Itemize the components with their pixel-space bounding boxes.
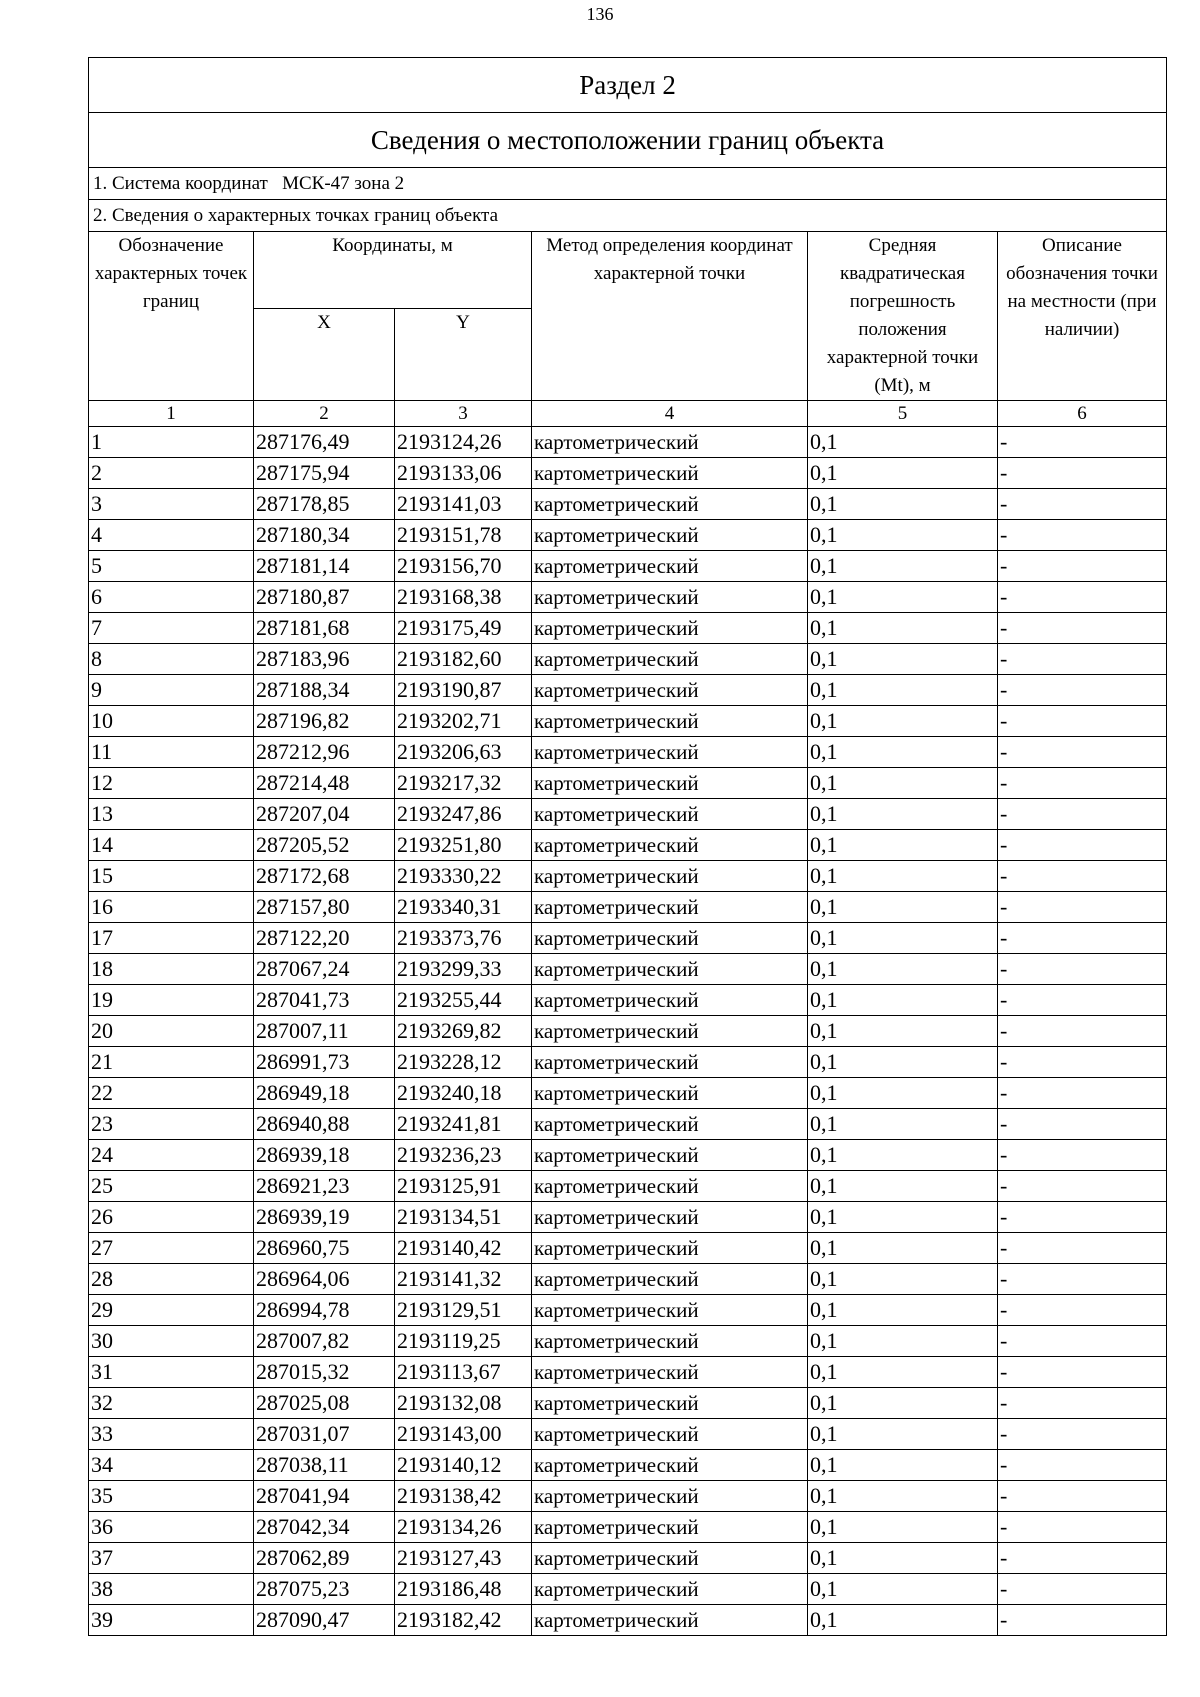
table-row: [89, 458, 1167, 489]
description-cell: -: [998, 458, 1167, 489]
header-description: Описание обозначения точки на местности (при наличии): [998, 232, 1167, 401]
y-coordinate-cell: 2193140,42: [395, 1233, 532, 1264]
point-number-cell: 20: [89, 1016, 254, 1047]
x-coordinate-cell: 287181,68: [254, 613, 395, 644]
y-coordinate-cell: 2193127,43: [395, 1543, 532, 1574]
error-cell: 0,1: [808, 1109, 998, 1140]
section-row: [89, 58, 1167, 113]
description-cell: -: [998, 830, 1167, 861]
description-cell: -: [998, 1047, 1167, 1078]
point-number-cell: 8: [89, 644, 254, 675]
table-row: [89, 1543, 1167, 1574]
error-cell: 0,1: [808, 551, 998, 582]
coordinate-system: 1. Система координат МСК-47 зона 2: [89, 168, 1167, 200]
x-coordinate-cell: 287157,80: [254, 892, 395, 923]
header-x: X: [254, 309, 395, 401]
y-coordinate-cell: 2193119,25: [395, 1326, 532, 1357]
y-coordinate-cell: 2193206,63: [395, 737, 532, 768]
method-cell: картометрический: [532, 613, 808, 644]
method-cell: картометрический: [532, 1233, 808, 1264]
table-row: [89, 582, 1167, 613]
description-cell: -: [998, 1140, 1167, 1171]
method-cell: картометрический: [532, 427, 808, 458]
table-row: [89, 520, 1167, 551]
y-coordinate-cell: 2193182,42: [395, 1605, 532, 1636]
description-cell: -: [998, 1078, 1167, 1109]
description-cell: -: [998, 1233, 1167, 1264]
column-number: 3: [395, 401, 532, 427]
description-cell: -: [998, 706, 1167, 737]
y-coordinate-cell: 2193175,49: [395, 613, 532, 644]
method-cell: картометрический: [532, 830, 808, 861]
column-numbers-row: [89, 401, 1167, 427]
x-coordinate-cell: 287175,94: [254, 458, 395, 489]
x-coordinate-cell: 287176,49: [254, 427, 395, 458]
table-row: [89, 489, 1167, 520]
error-cell: 0,1: [808, 1388, 998, 1419]
y-coordinate-cell: 2193143,00: [395, 1419, 532, 1450]
description-cell: -: [998, 799, 1167, 830]
coordinate-system-row: [89, 168, 1167, 200]
error-cell: 0,1: [808, 1543, 998, 1574]
method-cell: картометрический: [532, 1481, 808, 1512]
method-cell: картометрический: [532, 1109, 808, 1140]
method-cell: картометрический: [532, 1450, 808, 1481]
description-cell: -: [998, 1574, 1167, 1605]
title-row: [89, 113, 1167, 168]
x-coordinate-cell: 287183,96: [254, 644, 395, 675]
point-number-cell: 7: [89, 613, 254, 644]
table-row: [89, 1202, 1167, 1233]
x-coordinate-cell: 287180,34: [254, 520, 395, 551]
error-cell: 0,1: [808, 1264, 998, 1295]
x-coordinate-cell: 287205,52: [254, 830, 395, 861]
y-coordinate-cell: 2193168,38: [395, 582, 532, 613]
point-number-cell: 28: [89, 1264, 254, 1295]
method-cell: картометрический: [532, 1264, 808, 1295]
y-coordinate-cell: 2193202,71: [395, 706, 532, 737]
description-cell: -: [998, 923, 1167, 954]
column-number: 4: [532, 401, 808, 427]
y-coordinate-cell: 2193228,12: [395, 1047, 532, 1078]
method-cell: картометрический: [532, 1295, 808, 1326]
error-cell: 0,1: [808, 1574, 998, 1605]
x-coordinate-cell: 287214,48: [254, 768, 395, 799]
method-cell: картометрический: [532, 1388, 808, 1419]
x-coordinate-cell: 287041,94: [254, 1481, 395, 1512]
x-coordinate-cell: 287075,23: [254, 1574, 395, 1605]
point-number-cell: 15: [89, 861, 254, 892]
column-number: 5: [808, 401, 998, 427]
description-cell: -: [998, 1450, 1167, 1481]
method-cell: картометрический: [532, 1171, 808, 1202]
point-number-cell: 29: [89, 1295, 254, 1326]
point-number-cell: 6: [89, 582, 254, 613]
point-number-cell: 5: [89, 551, 254, 582]
y-coordinate-cell: 2193134,26: [395, 1512, 532, 1543]
method-cell: картометрический: [532, 1326, 808, 1357]
description-cell: -: [998, 954, 1167, 985]
description-cell: -: [998, 985, 1167, 1016]
table-row: [89, 1605, 1167, 1636]
description-cell: -: [998, 613, 1167, 644]
point-number-cell: 35: [89, 1481, 254, 1512]
table-row: [89, 1109, 1167, 1140]
x-coordinate-cell: 287025,08: [254, 1388, 395, 1419]
method-cell: картометрический: [532, 1574, 808, 1605]
error-cell: 0,1: [808, 954, 998, 985]
error-cell: 0,1: [808, 799, 998, 830]
description-cell: -: [998, 737, 1167, 768]
table-row: [89, 613, 1167, 644]
y-coordinate-cell: 2193240,18: [395, 1078, 532, 1109]
x-coordinate-cell: 287178,85: [254, 489, 395, 520]
section-heading: Раздел 2: [89, 58, 1167, 113]
boundary-points-table: [88, 57, 1167, 1636]
point-number-cell: 16: [89, 892, 254, 923]
error-cell: 0,1: [808, 613, 998, 644]
method-cell: картометрический: [532, 706, 808, 737]
y-coordinate-cell: 2193186,48: [395, 1574, 532, 1605]
table-row: [89, 768, 1167, 799]
x-coordinate-cell: 286991,73: [254, 1047, 395, 1078]
point-number-cell: 12: [89, 768, 254, 799]
x-coordinate-cell: 287015,32: [254, 1357, 395, 1388]
error-cell: 0,1: [808, 1357, 998, 1388]
description-cell: -: [998, 1202, 1167, 1233]
x-coordinate-cell: 286939,18: [254, 1140, 395, 1171]
method-cell: картометрический: [532, 1605, 808, 1636]
x-coordinate-cell: 287042,34: [254, 1512, 395, 1543]
description-cell: -: [998, 1388, 1167, 1419]
description-cell: -: [998, 1109, 1167, 1140]
method-cell: картометрический: [532, 582, 808, 613]
description-cell: -: [998, 1481, 1167, 1512]
y-coordinate-cell: 2193330,22: [395, 861, 532, 892]
y-coordinate-cell: 2193141,03: [395, 489, 532, 520]
error-cell: 0,1: [808, 1047, 998, 1078]
description-cell: -: [998, 551, 1167, 582]
x-coordinate-cell: 287067,24: [254, 954, 395, 985]
description-cell: -: [998, 520, 1167, 551]
point-number-cell: 37: [89, 1543, 254, 1574]
x-coordinate-cell: 286939,19: [254, 1202, 395, 1233]
table-row: [89, 985, 1167, 1016]
table-row: [89, 1357, 1167, 1388]
method-cell: картометрический: [532, 644, 808, 675]
error-cell: 0,1: [808, 1481, 998, 1512]
point-number-cell: 22: [89, 1078, 254, 1109]
x-coordinate-cell: 287007,82: [254, 1326, 395, 1357]
description-cell: -: [998, 489, 1167, 520]
error-cell: 0,1: [808, 1326, 998, 1357]
x-coordinate-cell: 286940,88: [254, 1109, 395, 1140]
x-coordinate-cell: 286964,06: [254, 1264, 395, 1295]
y-coordinate-cell: 2193141,32: [395, 1264, 532, 1295]
x-coordinate-cell: 287122,20: [254, 923, 395, 954]
table-row: [89, 675, 1167, 706]
point-number-cell: 39: [89, 1605, 254, 1636]
y-coordinate-cell: 2193125,91: [395, 1171, 532, 1202]
x-coordinate-cell: 286960,75: [254, 1233, 395, 1264]
point-number-cell: 34: [89, 1450, 254, 1481]
point-number-cell: 18: [89, 954, 254, 985]
table-row: [89, 1574, 1167, 1605]
description-cell: -: [998, 861, 1167, 892]
y-coordinate-cell: 2193156,70: [395, 551, 532, 582]
table-row: [89, 1326, 1167, 1357]
point-number-cell: 32: [89, 1388, 254, 1419]
point-number-cell: 31: [89, 1357, 254, 1388]
method-cell: картометрический: [532, 923, 808, 954]
x-coordinate-cell: 287180,87: [254, 582, 395, 613]
points-heading: 2. Сведения о характерных точках границ объекта: [89, 200, 1167, 232]
header-row: [89, 232, 1167, 309]
table-row: [89, 427, 1167, 458]
x-coordinate-cell: 287062,89: [254, 1543, 395, 1574]
y-coordinate-cell: 2193299,33: [395, 954, 532, 985]
error-cell: 0,1: [808, 830, 998, 861]
table-row: [89, 737, 1167, 768]
y-coordinate-cell: 2193124,26: [395, 427, 532, 458]
error-cell: 0,1: [808, 706, 998, 737]
method-cell: картометрический: [532, 1357, 808, 1388]
table-row: [89, 706, 1167, 737]
error-cell: 0,1: [808, 427, 998, 458]
point-number-cell: 14: [89, 830, 254, 861]
description-cell: -: [998, 768, 1167, 799]
error-cell: 0,1: [808, 1140, 998, 1171]
x-coordinate-cell: 287212,96: [254, 737, 395, 768]
error-cell: 0,1: [808, 1233, 998, 1264]
table-row: [89, 1264, 1167, 1295]
point-number-cell: 9: [89, 675, 254, 706]
method-cell: картометрический: [532, 892, 808, 923]
header-y: Y: [395, 309, 532, 401]
error-cell: 0,1: [808, 675, 998, 706]
error-cell: 0,1: [808, 768, 998, 799]
description-cell: -: [998, 892, 1167, 923]
description-cell: -: [998, 582, 1167, 613]
method-cell: картометрический: [532, 799, 808, 830]
point-number-cell: 17: [89, 923, 254, 954]
error-cell: 0,1: [808, 861, 998, 892]
method-cell: картометрический: [532, 489, 808, 520]
method-cell: картометрический: [532, 1543, 808, 1574]
error-cell: 0,1: [808, 458, 998, 489]
error-cell: 0,1: [808, 520, 998, 551]
method-cell: картометрический: [532, 1016, 808, 1047]
x-coordinate-cell: 286994,78: [254, 1295, 395, 1326]
header-designation: Обозначение характерных точек границ: [89, 232, 254, 401]
error-cell: 0,1: [808, 1295, 998, 1326]
table-row: [89, 830, 1167, 861]
x-coordinate-cell: 287181,14: [254, 551, 395, 582]
y-coordinate-cell: 2193134,51: [395, 1202, 532, 1233]
error-cell: 0,1: [808, 644, 998, 675]
table-row: [89, 644, 1167, 675]
y-coordinate-cell: 2193151,78: [395, 520, 532, 551]
method-cell: картометрический: [532, 737, 808, 768]
header-error: Средняя квадратическая погрешность положения характерной точки (Mt), м: [808, 232, 998, 401]
table-row: [89, 1171, 1167, 1202]
point-number-cell: 19: [89, 985, 254, 1016]
description-cell: -: [998, 1419, 1167, 1450]
table-row: [89, 1047, 1167, 1078]
point-number-cell: 33: [89, 1419, 254, 1450]
y-coordinate-cell: 2193251,80: [395, 830, 532, 861]
description-cell: -: [998, 644, 1167, 675]
y-coordinate-cell: 2193269,82: [395, 1016, 532, 1047]
y-coordinate-cell: 2193133,06: [395, 458, 532, 489]
method-cell: картометрический: [532, 551, 808, 582]
error-cell: 0,1: [808, 489, 998, 520]
x-coordinate-cell: 287196,82: [254, 706, 395, 737]
x-coordinate-cell: 287041,73: [254, 985, 395, 1016]
table-row: [89, 1419, 1167, 1450]
header-coordinates: Координаты, м: [254, 232, 532, 309]
y-coordinate-cell: 2193129,51: [395, 1295, 532, 1326]
column-number: 2: [254, 401, 395, 427]
description-cell: -: [998, 1605, 1167, 1636]
table-row: [89, 1388, 1167, 1419]
x-coordinate-cell: 287038,11: [254, 1450, 395, 1481]
point-number-cell: 3: [89, 489, 254, 520]
point-number-cell: 27: [89, 1233, 254, 1264]
description-cell: -: [998, 1512, 1167, 1543]
error-cell: 0,1: [808, 1512, 998, 1543]
description-cell: -: [998, 1171, 1167, 1202]
x-coordinate-cell: 287007,11: [254, 1016, 395, 1047]
error-cell: 0,1: [808, 1450, 998, 1481]
description-cell: -: [998, 1326, 1167, 1357]
table-row: [89, 1233, 1167, 1264]
method-cell: картометрический: [532, 458, 808, 489]
y-coordinate-cell: 2193140,12: [395, 1450, 532, 1481]
y-coordinate-cell: 2193255,44: [395, 985, 532, 1016]
table-row: [89, 954, 1167, 985]
method-cell: картометрический: [532, 675, 808, 706]
y-coordinate-cell: 2193340,31: [395, 892, 532, 923]
method-cell: картометрический: [532, 1078, 808, 1109]
error-cell: 0,1: [808, 1419, 998, 1450]
column-number: 6: [998, 401, 1167, 427]
column-number: 1: [89, 401, 254, 427]
error-cell: 0,1: [808, 923, 998, 954]
table-row: [89, 1481, 1167, 1512]
point-number-cell: 10: [89, 706, 254, 737]
page-number: 136: [586, 4, 614, 24]
method-cell: картометрический: [532, 520, 808, 551]
method-cell: картометрический: [532, 768, 808, 799]
y-coordinate-cell: 2193190,87: [395, 675, 532, 706]
description-cell: -: [998, 675, 1167, 706]
table-row: [89, 861, 1167, 892]
description-cell: -: [998, 427, 1167, 458]
table-row: [89, 1512, 1167, 1543]
table-row: [89, 799, 1167, 830]
table-row: [89, 1016, 1167, 1047]
point-number-cell: 24: [89, 1140, 254, 1171]
description-cell: -: [998, 1264, 1167, 1295]
description-cell: -: [998, 1295, 1167, 1326]
point-number-cell: 4: [89, 520, 254, 551]
y-coordinate-cell: 2193138,42: [395, 1481, 532, 1512]
method-cell: картометрический: [532, 985, 808, 1016]
method-cell: картометрический: [532, 1419, 808, 1450]
header-method: Метод определения координат характерной точки: [532, 232, 808, 401]
point-number-cell: 30: [89, 1326, 254, 1357]
x-coordinate-cell: 287172,68: [254, 861, 395, 892]
method-cell: картометрический: [532, 1140, 808, 1171]
method-cell: картометрический: [532, 861, 808, 892]
point-number-cell: 1: [89, 427, 254, 458]
description-cell: -: [998, 1543, 1167, 1574]
method-cell: картометрический: [532, 954, 808, 985]
x-coordinate-cell: 286921,23: [254, 1171, 395, 1202]
error-cell: 0,1: [808, 892, 998, 923]
y-coordinate-cell: 2193236,23: [395, 1140, 532, 1171]
error-cell: 0,1: [808, 985, 998, 1016]
error-cell: 0,1: [808, 1605, 998, 1636]
document-title: Сведения о местоположении границ объекта: [89, 113, 1167, 168]
point-number-cell: 13: [89, 799, 254, 830]
points-heading-row: [89, 200, 1167, 232]
error-cell: 0,1: [808, 582, 998, 613]
point-number-cell: 23: [89, 1109, 254, 1140]
method-cell: картометрический: [532, 1202, 808, 1233]
method-cell: картометрический: [532, 1512, 808, 1543]
table-row: [89, 923, 1167, 954]
x-coordinate-cell: 287090,47: [254, 1605, 395, 1636]
y-coordinate-cell: 2193247,86: [395, 799, 532, 830]
point-number-cell: 26: [89, 1202, 254, 1233]
y-coordinate-cell: 2193113,67: [395, 1357, 532, 1388]
table-row: [89, 1078, 1167, 1109]
y-coordinate-cell: 2193373,76: [395, 923, 532, 954]
error-cell: 0,1: [808, 1202, 998, 1233]
table-row: [89, 1295, 1167, 1326]
method-cell: картометрический: [532, 1047, 808, 1078]
point-number-cell: 11: [89, 737, 254, 768]
table-row: [89, 551, 1167, 582]
table-row: [89, 892, 1167, 923]
point-number-cell: 38: [89, 1574, 254, 1605]
point-number-cell: 36: [89, 1512, 254, 1543]
error-cell: 0,1: [808, 1078, 998, 1109]
error-cell: 0,1: [808, 737, 998, 768]
description-cell: -: [998, 1016, 1167, 1047]
error-cell: 0,1: [808, 1171, 998, 1202]
y-coordinate-cell: 2193217,32: [395, 768, 532, 799]
point-number-cell: 21: [89, 1047, 254, 1078]
point-number-cell: 25: [89, 1171, 254, 1202]
table-row: [89, 1450, 1167, 1481]
y-coordinate-cell: 2193241,81: [395, 1109, 532, 1140]
table-row: [89, 1140, 1167, 1171]
y-coordinate-cell: 2193132,08: [395, 1388, 532, 1419]
description-cell: -: [998, 1357, 1167, 1388]
x-coordinate-cell: 287188,34: [254, 675, 395, 706]
y-coordinate-cell: 2193182,60: [395, 644, 532, 675]
x-coordinate-cell: 287031,07: [254, 1419, 395, 1450]
x-coordinate-cell: 286949,18: [254, 1078, 395, 1109]
error-cell: 0,1: [808, 1016, 998, 1047]
x-coordinate-cell: 287207,04: [254, 799, 395, 830]
point-number-cell: 2: [89, 458, 254, 489]
